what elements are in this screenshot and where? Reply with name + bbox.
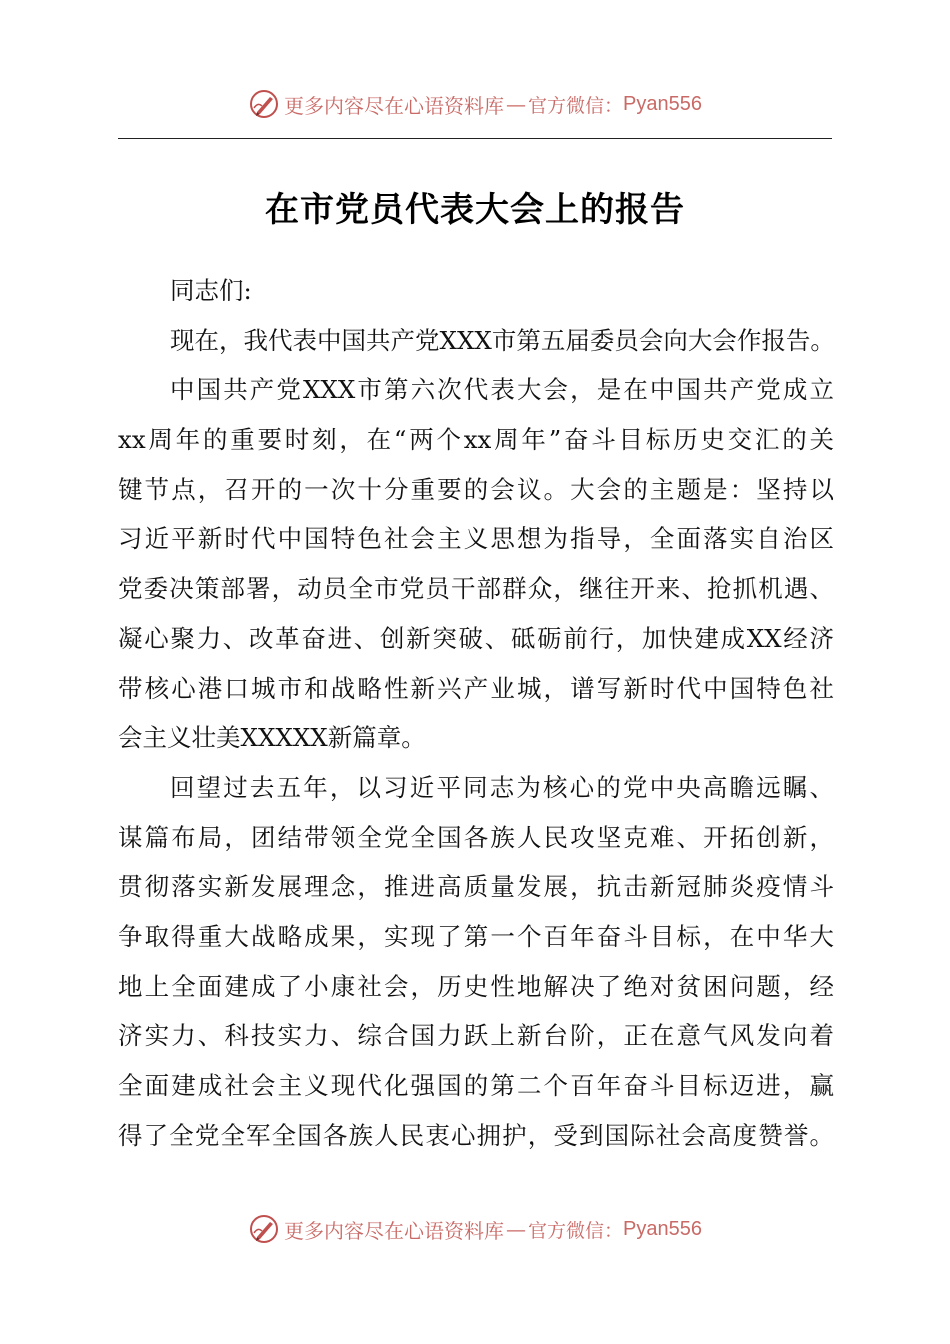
body-line: 回望过去五年，以习近平同志为核心的党中央高瞻远瞩、 [170,772,834,802]
body-line: 现在，我代表中国共产党XXX市第五届委员会向大会作报告。 [170,325,835,355]
body-line: 济实力、科技实力、综合国力跃上新台阶，正在意气风发向着 [118,1021,834,1051]
body-line: 地上全面建成了小康社会，历史性地解决了绝对贫困问题，经 [118,971,834,1001]
header-banner [0,84,950,124]
banner-separator: — [506,1217,526,1241]
banner-brand-text: 更多内容尽在心语资料库 [284,1218,504,1243]
banner-wechat-handle: Pyan556 [623,92,702,115]
body-line: 得了全党全军全国各族人民衷心拥护，受到国际社会高度赞誉。 [118,1120,834,1150]
banner-brand-text: 更多内容尽在心语资料库 [284,93,504,118]
body-line: xx周年的重要时刻，在“两个xx周年”奋斗目标历史交汇的关 [118,425,834,455]
banner-separator: — [506,92,526,116]
body-line: 键节点，召开的一次十分重要的会议。大会的主题是：坚持以 [118,474,834,504]
document-title: 在市党员代表大会上的报告 [265,190,685,230]
salutation-line: 同志们: [170,276,252,305]
body-line: 带核心港口城市和战略性新兴产业城，谱写新时代中国特色社 [118,673,834,703]
footer-banner [0,1209,950,1249]
body-line: 贯彻落实新发展理念，推进高质量发展，抗击新冠肺炎疫情斗 [118,872,834,902]
banner-wechat-label: 官方微信： [528,94,624,117]
pen-logo-icon [248,1213,280,1245]
header-divider [118,138,832,139]
banner-wechat-handle: Pyan556 [623,1217,702,1240]
body-line: 争取得重大战略成果，实现了第一个百年奋斗目标，在中华大 [118,921,834,951]
body-line: 全面建成社会主义现代化强国的第二个百年奋斗目标迈进，赢 [118,1071,834,1100]
document-body [118,266,834,1160]
body-line: 谋篇布局，团结带领全党全国各族人民攻坚克难、开拓创新， [118,822,834,852]
body-line: 中国共产党XXX市第六次代表大会，是在中国共产党成立 [170,375,834,405]
body-line: 党委决策部署，动员全市党员干部群众，继往开来、抢抓机遇、 [118,574,834,604]
pen-logo-icon [248,88,280,120]
body-line: 凝心聚力、改革奋进、创新突破、砥砺前行，加快建成XX经济 [118,623,834,653]
body-line: 会主义壮美XXXXX新篇章。 [118,723,426,753]
body-line: 习近平新时代中国特色社会主义思想为指导，全面落实自治区 [118,524,834,554]
banner-wechat-label: 官方微信： [528,1219,624,1242]
